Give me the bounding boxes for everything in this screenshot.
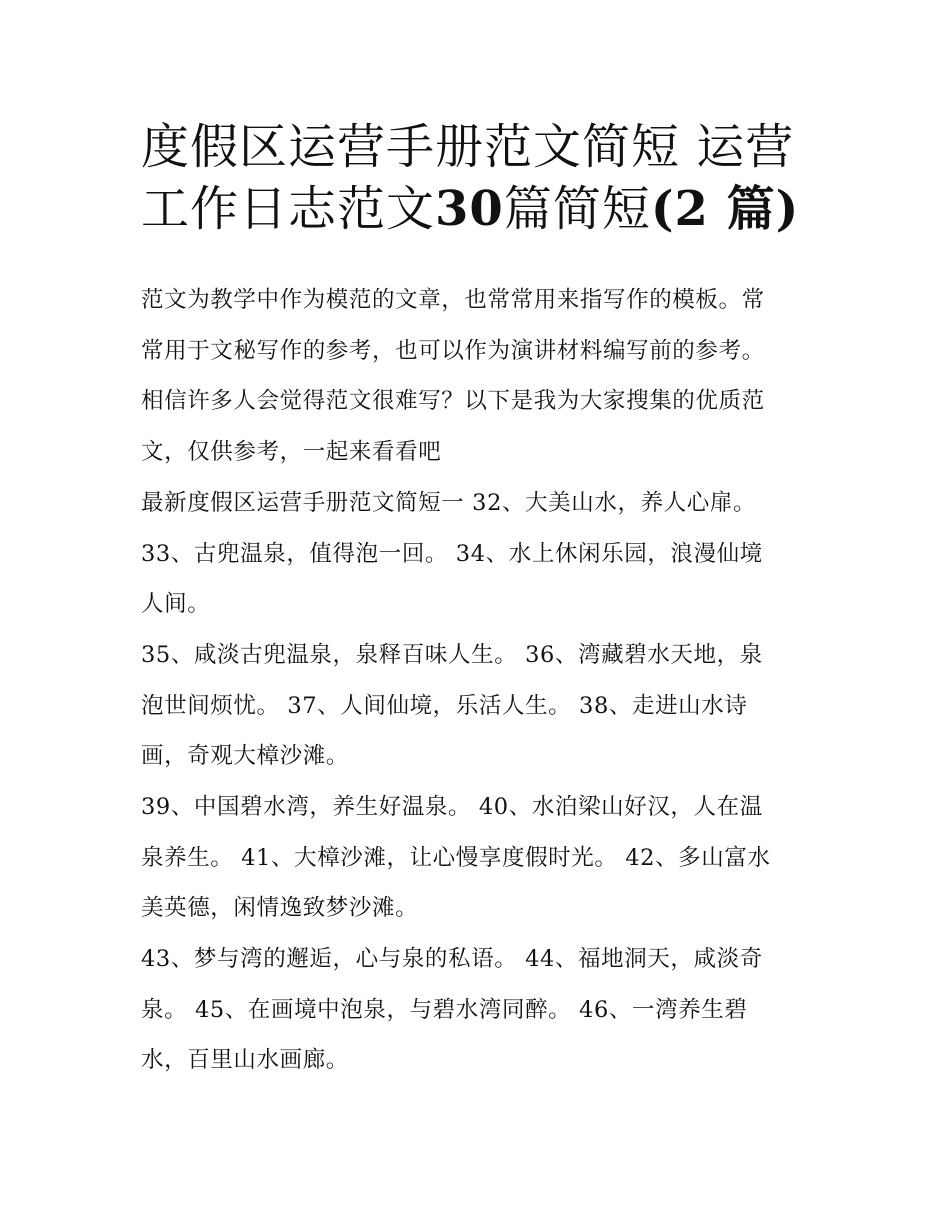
- slogan-paragraph-4: [141, 934, 821, 1086]
- paragraph-line: 画，奇观大樟沙滩。: [141, 743, 349, 770]
- paragraph-line: 泡世间烦忧。 37、人间仙境，乐活人生。 38、走进山水诗: [141, 692, 748, 719]
- title-line-2: [141, 178, 821, 240]
- intro-line: 相信许多人会觉得范文很难写？以下是我为大家搜集的优质范: [141, 388, 765, 415]
- intro-paragraph: [141, 275, 821, 478]
- title-line-2-suffix: 篇简短: [503, 181, 651, 237]
- slogan-paragraph-1: [141, 478, 821, 630]
- paragraph-line: 美英德，闲情逸致梦沙滩。: [141, 895, 419, 922]
- intro-line: 范文为教学中作为模范的文章，也常常用来指写作的模板。常: [141, 287, 765, 313]
- title-line-1: 度假区运营手册范文简短 运营: [141, 119, 795, 175]
- paragraph-line: 35、咸淡古兜温泉，泉释百味人生。 36、湾藏碧水天地，泉: [141, 642, 763, 668]
- title-line-2-text: 工作日志范文: [141, 181, 436, 237]
- title-count: 30: [435, 181, 504, 237]
- title-part-count: (2 篇): [650, 181, 800, 237]
- paragraph-line: 水，百里山水画廊。: [141, 1047, 349, 1074]
- intro-line: 文，仅供参考，一起来看看吧: [141, 439, 442, 466]
- paragraph-line: 33、古兜温泉，值得泡一回。 34、水上休闲乐园，浪漫仙境: [141, 540, 763, 567]
- paragraph-line: 43、梦与湾的邂逅，心与泉的私语。 44、福地洞天，咸淡奇: [141, 946, 763, 972]
- slogan-paragraph-3: [141, 782, 821, 934]
- paragraph-line: 泉。 45、在画境中泡泉，与碧水湾同醉。 46、一湾养生碧: [141, 996, 748, 1023]
- document-title: [141, 116, 821, 240]
- intro-line: 常用于文秘写作的参考，也可以作为演讲材料编写前的参考。: [141, 337, 765, 364]
- paragraph-line: 人间。: [141, 591, 211, 618]
- slogan-paragraph-2: [141, 630, 821, 782]
- paragraph-line: 泉养生。 41、大樟沙滩，让心慢享度假时光。 42、多山富水: [141, 844, 771, 871]
- paragraph-line: 39、中国碧水湾，养生好温泉。 40、水泊梁山好汉，人在温: [141, 794, 763, 820]
- paragraph-line: 最新度假区运营手册范文简短一 32、大美山水，养人心扉。: [141, 490, 757, 516]
